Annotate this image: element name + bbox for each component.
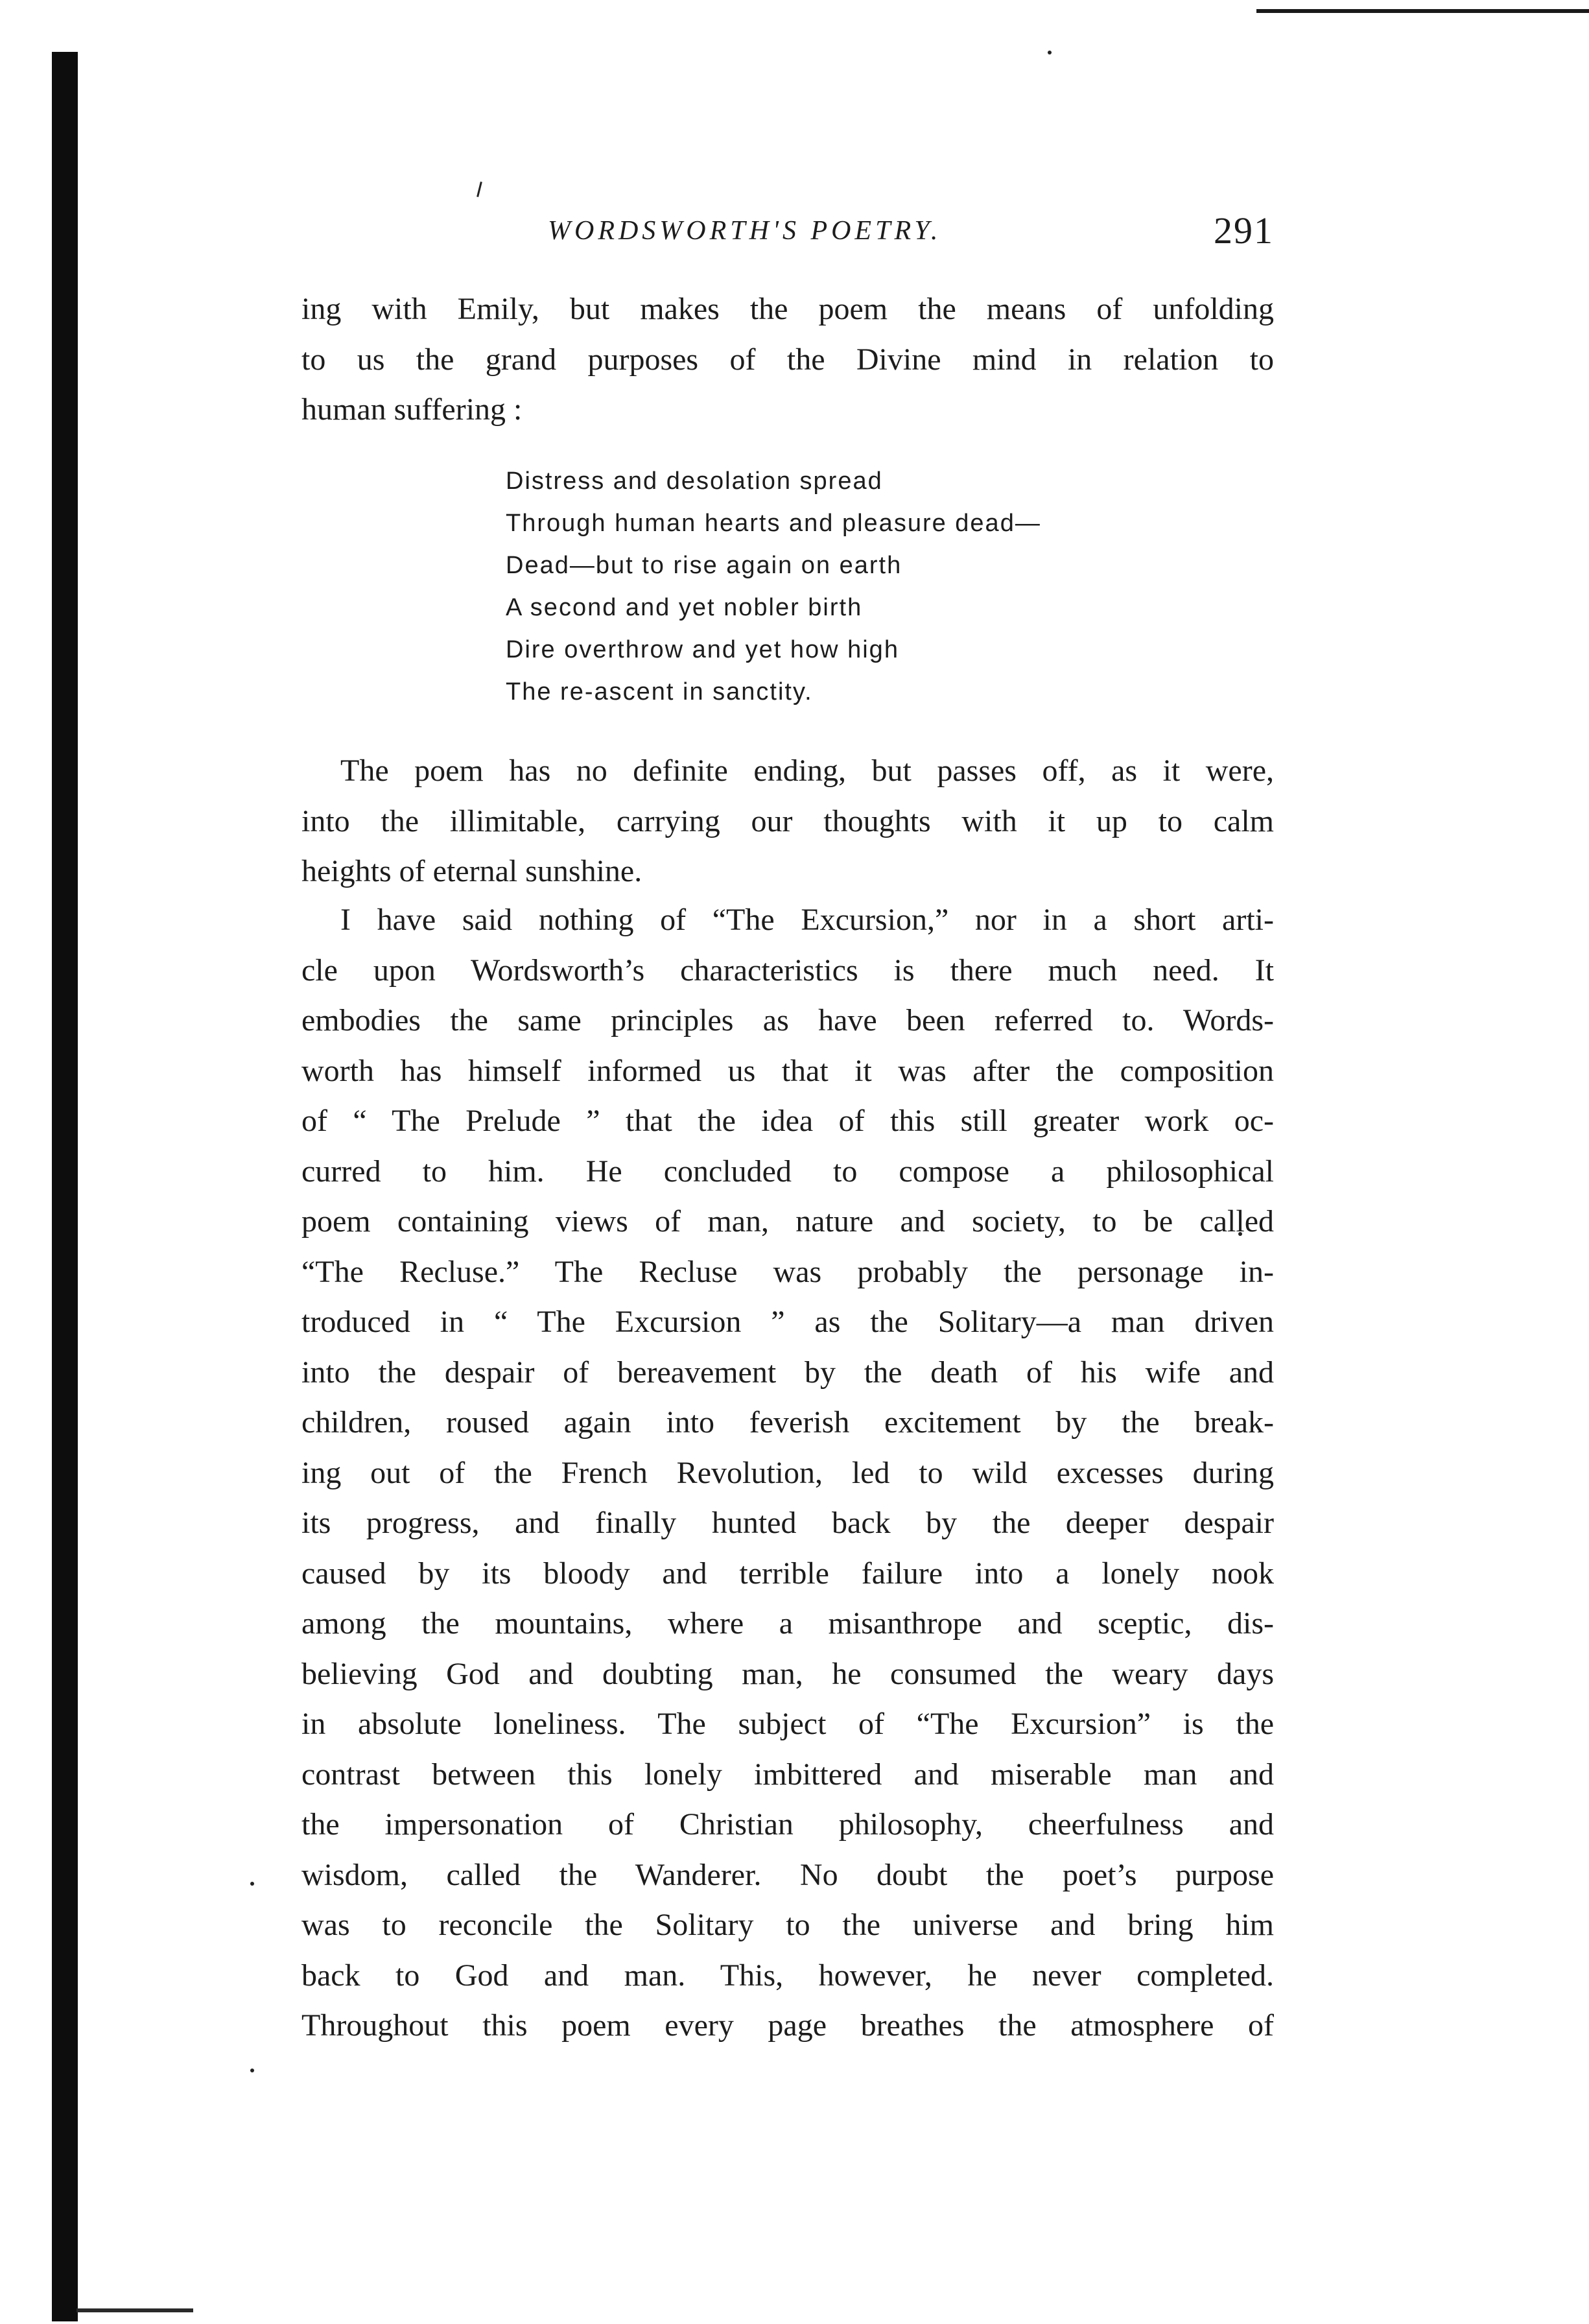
page-binding-edge	[52, 52, 78, 2321]
text-line: contrast between this lonely imbittered and miserable man and	[301, 1757, 1274, 1792]
text-line: wisdom, called the Wanderer. No doubt the poet’s purpose	[301, 1857, 1274, 1892]
verse-line: Distress and desolation spread	[506, 468, 883, 495]
text-line: believing God and doubting man, he consumed the weary days	[301, 1656, 1274, 1691]
scan-speck	[250, 1882, 254, 1886]
text-line: I have said nothing of “The Excursion,” nor in a short arti-	[340, 903, 1274, 937]
text-line: embodies the same principles as have been referred to. Words-	[301, 1003, 1274, 1038]
text-line: its progress, and finally hunted back by the deeper despair	[301, 1506, 1274, 1540]
paragraph-excursion	[301, 895, 1274, 2051]
text-line: curred to him. He concluded to compose a philosophical	[301, 1154, 1274, 1189]
text-line: into the illimitable, carrying our thoughts with it up to calm	[301, 803, 1274, 838]
text-line: ing with Emily, but makes the poem the means of unfolding	[301, 292, 1274, 326]
text-line: children, roused again into feverish excitement by the break-	[301, 1405, 1274, 1440]
scan-top-rule	[1256, 9, 1589, 13]
text-line: heights of eternal sunshine.	[301, 854, 642, 888]
verse-line: Dead—but to rise again on earth	[506, 552, 902, 579]
text-line: ing out of the French Revolution, led to wild excesses during	[301, 1455, 1274, 1490]
text-line: poem containing views of man, nature and society, to be called	[301, 1204, 1274, 1239]
text-line: among the mountains, where a misanthrope and sceptic, dis-	[301, 1606, 1274, 1641]
verse-line: The re-ascent in sanctity.	[506, 678, 813, 706]
verse-quotation	[506, 460, 1041, 713]
text-line: Throughout this poem every page breathes the atmosphere of	[301, 2008, 1274, 2043]
text-line: of “ The Prelude ” that the idea of this still greater work oc-	[301, 1104, 1274, 1138]
text-line: in absolute loneliness. The subject of “The Excursion” is the	[301, 1707, 1274, 1741]
text-line: cle upon Wordsworth’s characteristics is there much need. It	[301, 953, 1274, 988]
running-title: WORDSWORTH'S POETRY.	[548, 216, 942, 246]
page-number: 291	[1214, 209, 1274, 252]
scan-mark	[477, 182, 482, 197]
text-line: The poem has no definite ending, but passes off, as it were,	[340, 753, 1274, 788]
scan-speck	[250, 2069, 254, 2072]
page-binding-foot	[77, 2308, 193, 2312]
verse-line: A second and yet nobler birth	[506, 594, 863, 621]
scan-speck	[1048, 51, 1052, 54]
running-head	[301, 206, 1274, 271]
text-line: “The Recluse.” The Recluse was probably the personage in-	[301, 1254, 1274, 1289]
paragraph-poem-ending	[301, 746, 1274, 897]
text-line: was to reconcile the Solitary to the universe and bring him	[301, 1908, 1274, 1942]
opening-paragraph	[301, 284, 1274, 435]
text-line: back to God and man. This, however, he never completed.	[301, 1958, 1274, 1993]
text-line: to us the grand purposes of the Divine mind in relation to	[301, 342, 1274, 377]
text-line: into the despair of bereavement by the death of his wife and	[301, 1355, 1274, 1390]
verse-line: Dire overthrow and yet how high	[506, 636, 899, 663]
verse-line: Through human hearts and pleasure dead—	[506, 510, 1041, 537]
text-line: human suffering :	[301, 392, 523, 427]
text-line: worth has himself informed us that it was after the composition	[301, 1053, 1274, 1088]
text-line: troduced in “ The Excursion ” as the Solitary—a man driven	[301, 1305, 1274, 1339]
text-line: the impersonation of Christian philosophy, cheerfulness and	[301, 1807, 1274, 1842]
text-line: caused by its bloody and terrible failure into a lonely nook	[301, 1556, 1274, 1591]
